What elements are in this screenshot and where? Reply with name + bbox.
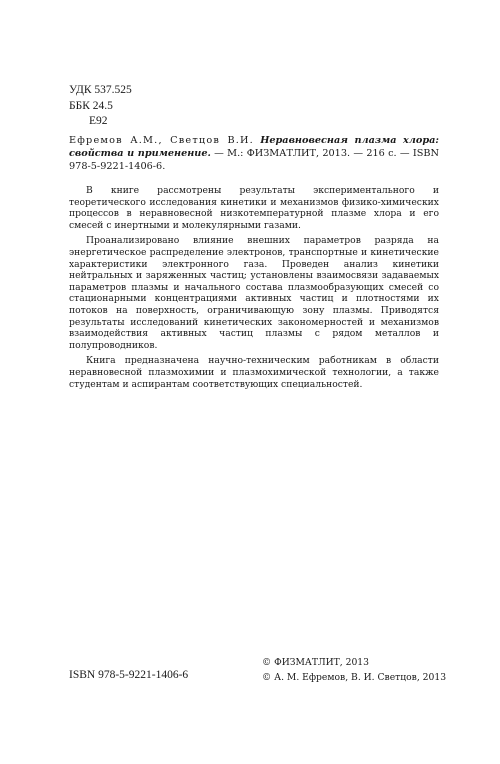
- bbk-code: ББК 24.5: [69, 99, 113, 112]
- classification-codes: [69, 83, 132, 130]
- isbn: ISBN 978-5-9221-1406-6: [69, 669, 189, 681]
- copyright-authors: © А. М. Ефремов, В. И. Светцов, 2013: [262, 672, 447, 683]
- copyright-publisher: © ФИЗМАТЛИТ, 2013: [262, 657, 369, 668]
- record-authors: Ефремов А.М., Светцов В.И.: [69, 135, 254, 146]
- record-publication: — М.: ФИЗМАТЛИТ, 2013. — 216 с. — ISBN 978-5-9221-1406-6.: [69, 148, 439, 172]
- bibliographic-record: [69, 134, 439, 173]
- annotation: [69, 185, 439, 394]
- annotation-paragraph: Проанализировано влияние внешних параметров разряда на энергетическое распределение электронов, транспортные и кинетические характеристики электронного газа. Проведен анализ кинетики нейтральных и заряженных частиц; установлены взаимосвязи задаваемых параметров плазмы и начального состава плазмообразующих смесей со стационарными концентрациями активных частиц и плотностями их потоков на поверхность, ограничивающую зону плазмы. Приводятся результаты исследований кинетических закономерностей и механизмов взаимодействия активных частиц плазмы с рядом металлов и полупроводников.: [69, 235, 439, 351]
- author-mark: Е92: [89, 115, 108, 127]
- record-title: Неравновесная плазма хлора: свойства и применение.: [69, 135, 439, 159]
- annotation-paragraph: В книге рассмотрены результаты экспериментального и теоретического исследования кинетики и механизмов физико-химических процессов в неравновесной низкотемпературной плазме хлора и его смесей с инертными и молекулярными газами.: [69, 185, 439, 231]
- annotation-paragraph: Книга предназначена научно-техническим работникам в области неравновесной плазмохимии и плазмохимической технологии, а также студентам и аспирантам соответствующих специальностей.: [69, 355, 439, 390]
- copyright-notices: [262, 655, 446, 685]
- udk-code: УДК 537.525: [69, 84, 132, 96]
